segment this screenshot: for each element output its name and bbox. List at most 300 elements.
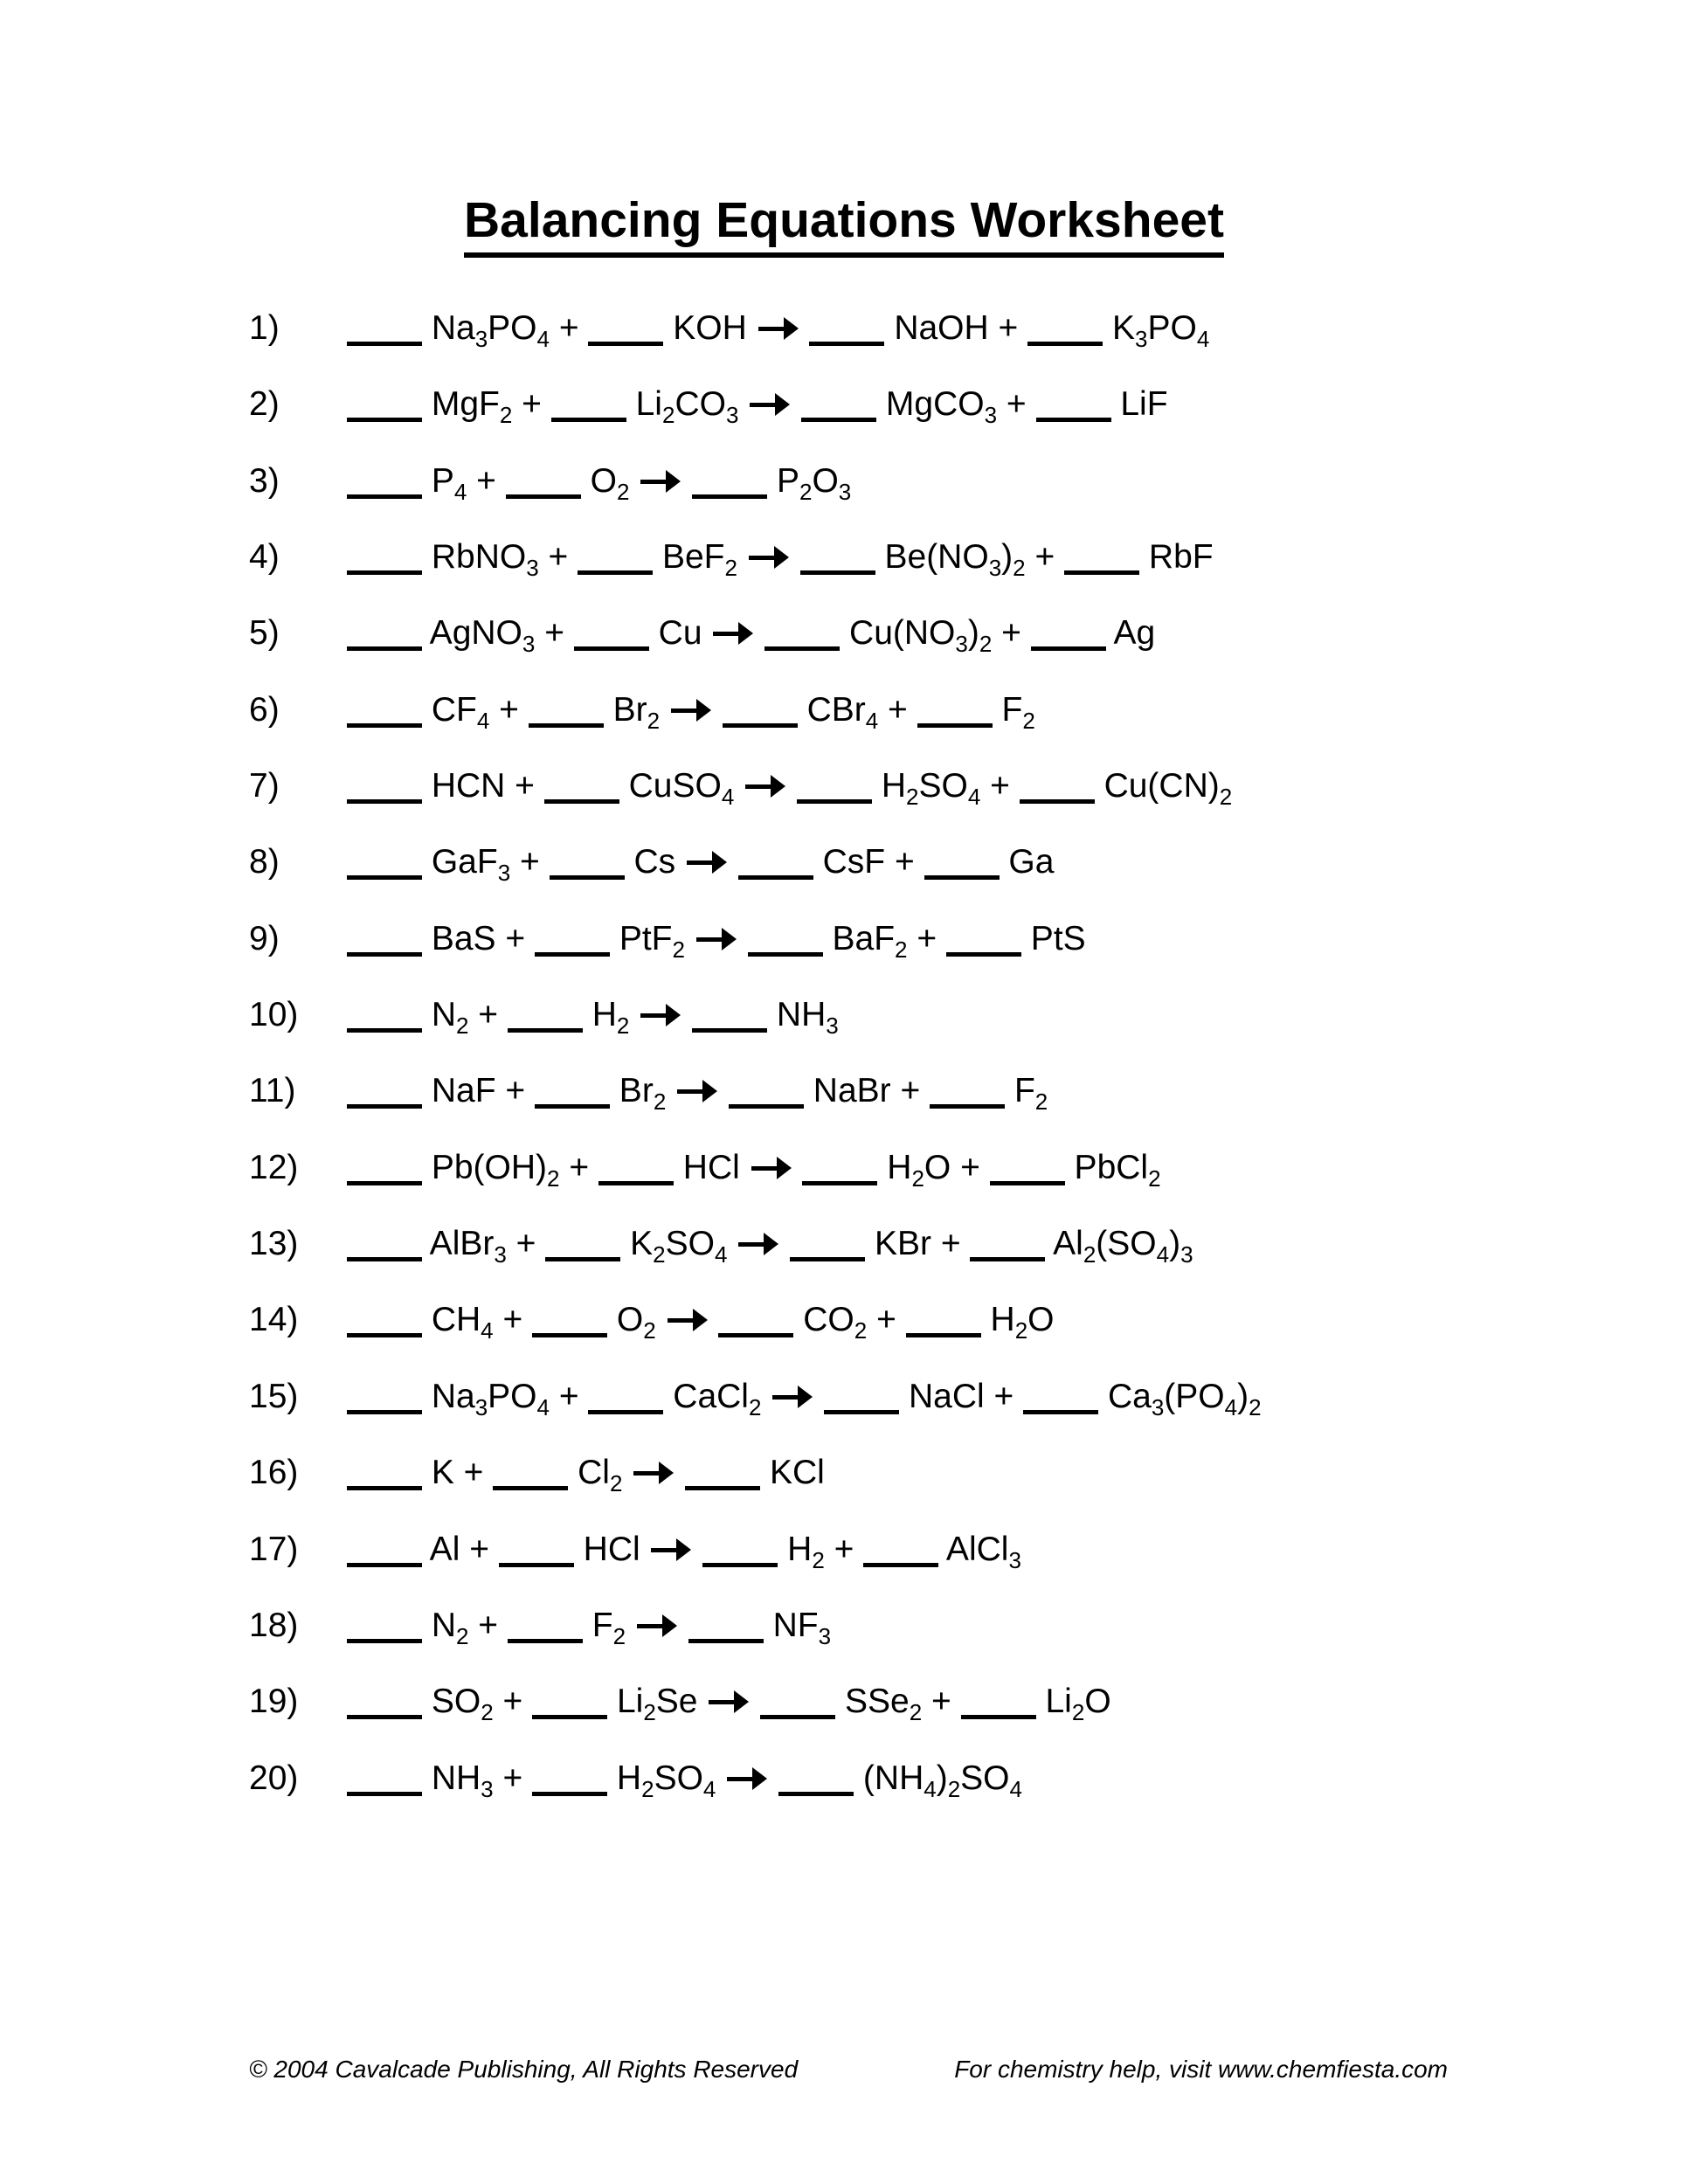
formula-subscript: 3 [474,1393,488,1420]
coefficient-blank[interactable] [347,1028,422,1033]
formula-subscript: 2 [616,478,630,505]
formula-text [734,767,744,805]
coefficient-blank[interactable] [692,494,767,499]
formula-text: NaOH + [884,309,1028,347]
formula-text: SO [665,1225,715,1263]
formula-text [792,385,801,423]
formula-text [682,996,692,1033]
formula-text: Ag [1105,614,1156,653]
formula-text: KOH [663,309,757,347]
coefficient-blank[interactable] [1020,799,1095,804]
coefficient-blank[interactable] [551,418,626,422]
formula-text: CsF + [813,843,924,881]
formula-subscript: 2 [653,1089,667,1116]
coefficient-blank[interactable] [347,418,422,422]
equation-body [347,1282,1055,1358]
coefficient-blank[interactable] [970,1257,1045,1261]
coefficient-blank[interactable] [499,1563,574,1567]
formula-text: PtF [610,919,673,957]
coefficient-blank[interactable] [347,723,422,728]
formula-text [755,614,764,652]
formula-subscript: 3 [988,555,1002,582]
formula-text: O [1084,1683,1111,1721]
coefficient-blank[interactable] [347,1715,422,1719]
coefficient-blank[interactable] [574,646,649,651]
formula-text: + [992,614,1031,653]
arrow-icon [749,546,789,569]
formula-text: CO [675,385,726,424]
formula-subscript: 2 [854,1317,868,1344]
equation-row [249,1434,1636,1510]
formula-subscript: 2 [653,1241,666,1268]
coefficient-blank[interactable] [532,1715,607,1719]
coefficient-blank[interactable] [801,418,876,422]
formula-text: Pb(OH) [422,1148,548,1186]
formula-text: Se [655,1683,708,1721]
formula-subscript: 4 [476,707,490,734]
formula-text: + [824,1530,864,1568]
formula-text: K + [422,1454,494,1492]
coefficient-blank[interactable] [1064,570,1139,575]
coefficient-blank[interactable] [532,1333,607,1337]
equation-row [249,901,1636,977]
formula-text: CuSO [619,767,722,805]
coefficient-blank[interactable] [946,952,1021,957]
formula-text [685,920,695,957]
coefficient-blank[interactable] [930,1104,1005,1109]
formula-text: Li [626,385,662,424]
formula-subscript: 2 [499,402,513,429]
formula-text [693,1531,702,1568]
coefficient-blank[interactable] [692,1028,767,1033]
equation-body [347,1511,1021,1587]
coefficient-blank[interactable] [688,1639,764,1643]
formula-text: PO [488,1377,537,1415]
formula-text: CF [422,690,477,729]
coefficient-blank[interactable] [347,1181,422,1185]
coefficient-blank[interactable] [961,1715,1036,1719]
formula-text: GaF [422,843,498,881]
formula-text [666,1072,675,1109]
formula-text [656,1301,666,1338]
formula-text: NH [422,1759,481,1797]
formula-subscript: 2 [724,555,737,582]
formula-subscript: 2 [1219,784,1233,811]
equation-body [347,748,1232,824]
coefficient-blank[interactable] [508,1639,583,1643]
formula-subscript: 3 [826,1013,839,1040]
formula-subscript: 2 [1249,1393,1262,1420]
formula-text: HCl [673,1148,750,1186]
coefficient-blank[interactable] [809,342,884,346]
coefficient-blank[interactable] [702,1563,778,1567]
formula-text: CO [793,1301,854,1339]
formula-text: HCN + [422,767,544,805]
formula-text: K [620,1225,654,1263]
coefficient-blank[interactable] [508,1028,583,1033]
formula-text: + [1025,538,1065,577]
formula-text [729,843,738,881]
formula-subscript: 2 [812,1546,825,1573]
formula-text: PO [1147,309,1197,347]
coefficient-blank[interactable] [1036,418,1111,422]
equation-number: 10) [249,996,299,1034]
coefficient-blank[interactable] [347,799,422,804]
formula-text: LiF [1110,385,1168,424]
formula-text: KCl [760,1454,825,1492]
formula-subscript: 2 [612,1622,626,1649]
formula-text: + [493,1301,533,1339]
coefficient-blank[interactable] [1031,646,1106,651]
equation-row [249,1663,1636,1739]
formula-subscript: 2 [456,1622,469,1649]
formula-text [709,1301,719,1338]
coefficient-blank[interactable] [778,1792,854,1796]
formula-text [626,1607,635,1644]
equation-list [249,290,1636,1816]
arrow-icon [640,470,681,493]
coefficient-blank[interactable] [578,570,653,575]
formula-text: H [980,1301,1015,1339]
equation-number: 4) [249,538,280,577]
formula-subscript: 3 [522,631,536,658]
formula-text: SSe [835,1683,910,1721]
formula-text: MgCO [876,385,985,424]
coefficient-blank[interactable] [797,799,872,804]
coefficient-blank[interactable] [550,875,625,880]
coefficient-blank[interactable] [347,875,422,880]
formula-text: CH [422,1301,481,1339]
formula-subscript: 4 [865,707,879,734]
formula-text: K [1103,309,1135,347]
formula-text: NH [767,996,827,1034]
formula-text: ) [936,1759,948,1797]
coefficient-blank[interactable] [685,1486,760,1490]
coefficient-blank[interactable] [347,570,422,575]
formula-text [800,309,810,347]
formula-text: NaCl + [899,1377,1024,1415]
equation-number: 6) [249,690,280,729]
formula-subscript: 2 [1022,707,1035,734]
formula-text: Cl [568,1454,610,1492]
equation-body [347,824,1054,900]
formula-subscript: 2 [905,784,919,811]
formula-text: Cu [648,614,712,653]
formula-text: AlBr [422,1225,495,1263]
coefficient-blank[interactable] [529,723,604,728]
formula-subscript: 4 [1009,1775,1022,1802]
formula-text: Cu(CN) [1094,767,1220,805]
coefficient-blank[interactable] [347,1792,422,1796]
formula-subscript: 2 [661,402,675,429]
formula-text [629,996,639,1033]
formula-subscript: 2 [647,707,661,734]
formula-text [679,1607,688,1644]
equation-number: 14) [249,1301,299,1339]
equation-body [347,1053,1048,1129]
formula-text: CBr [797,690,866,729]
formula-subscript: 2 [641,1775,654,1802]
coefficient-blank[interactable] [347,1639,422,1643]
formula-subscript: 2 [547,1165,560,1192]
equation-body [347,1740,1022,1816]
formula-text: (PO [1164,1377,1225,1415]
coefficient-blank[interactable] [1027,342,1103,346]
formula-text: SO [960,1759,1010,1797]
formula-text: O [607,1301,644,1339]
equation-row [249,290,1636,366]
coefficient-blank[interactable] [718,1333,793,1337]
formula-text: H [871,767,906,805]
help-text: For chemistry help, visit www.chemfiesta.com [954,2056,1448,2083]
equation-body [347,1206,1193,1282]
coefficient-blank[interactable] [493,1486,568,1490]
formula-subscript: 2 [609,1470,623,1497]
arrow-icon [713,622,753,645]
formula-subscript: 3 [1180,1241,1193,1268]
formula-subscript: 3 [474,326,488,352]
formula-text: H [582,996,617,1034]
arrow-icon [677,1080,717,1102]
formula-text [751,1683,760,1720]
formula-text: + [550,309,589,347]
coefficient-blank[interactable] [723,723,798,728]
formula-text: BaF [822,919,896,957]
formula-subscript: 3 [984,402,998,429]
coefficient-blank[interactable] [924,875,1000,880]
formula-text [738,920,748,957]
formula-text: + [468,1606,508,1644]
formula-subscript: 3 [838,478,852,505]
formula-text: F [1005,1072,1035,1110]
arrow-icon [668,1309,708,1331]
formula-text: + [922,1683,961,1721]
coefficient-blank[interactable] [1023,1410,1098,1414]
coefficient-blank[interactable] [824,1410,899,1414]
coefficient-blank[interactable] [588,342,663,346]
equation-body [347,901,1086,977]
coefficient-blank[interactable] [347,494,422,499]
coefficient-blank[interactable] [347,1486,422,1490]
coefficient-blank[interactable] [535,952,610,957]
equation-row [249,1053,1636,1129]
formula-text: + [535,614,574,653]
formula-text: + [493,1759,533,1797]
formula-subscript: 3 [1008,1546,1021,1573]
formula-text [793,1149,803,1186]
coefficient-blank[interactable] [790,1257,865,1261]
formula-subscript: 4 [967,784,981,811]
formula-text: AgNO [422,614,522,653]
page-title [0,192,1688,258]
formula-text [727,1225,737,1262]
coefficient-blank[interactable] [347,1257,422,1261]
formula-text: + [468,996,508,1034]
formula-subscript: 2 [1148,1165,1161,1192]
coefficient-blank[interactable] [544,799,619,804]
formula-text: Al + [422,1530,499,1568]
equation-body [347,672,1035,748]
arrow-icon [687,851,727,874]
formula-subscript: 4 [481,1317,494,1344]
formula-text: Ga [999,843,1055,881]
equation-number: 13) [249,1225,299,1263]
formula-text: BeF [653,538,725,577]
formula-text [682,462,692,500]
formula-text: H [607,1759,642,1797]
formula-subscript: 4 [536,326,550,352]
equation-row [249,824,1636,900]
formula-text: O [580,461,617,500]
equation-number: 11) [249,1072,296,1110]
coefficient-blank[interactable] [588,1410,663,1414]
equation-body [347,1358,1262,1434]
formula-text: O [812,461,839,500]
formula-text: NF [763,1606,819,1644]
formula-subscript: 2 [1083,1241,1097,1268]
formula-text [629,462,639,500]
equation-body [347,1663,1111,1739]
formula-text: + [550,1377,589,1415]
formula-subscript: 2 [947,1775,961,1802]
formula-subscript: 4 [1224,1393,1238,1420]
coefficient-blank[interactable] [347,1333,422,1337]
equation-row [249,977,1636,1053]
arrow-icon [651,1538,691,1561]
coefficient-blank[interactable] [760,1715,835,1719]
arrow-icon [751,1157,792,1179]
formula-subscript: 2 [1071,1699,1085,1726]
equation-row [249,1511,1636,1587]
formula-text: + [512,385,551,424]
formula-subscript: 2 [799,478,813,505]
coefficient-blank[interactable] [906,1333,981,1337]
formula-text: Br [609,1072,654,1110]
formula-text: F [992,690,1023,729]
formula-text: + [538,538,578,577]
coefficient-blank[interactable] [347,342,422,346]
equation-body [347,595,1155,671]
arrow-icon [633,1462,674,1484]
formula-text: (NH [854,1759,924,1797]
equation-body [347,366,1168,442]
equation-number: 15) [249,1377,299,1415]
formula-text [780,1225,790,1262]
coefficient-blank[interactable] [545,1257,620,1261]
coefficient-blank[interactable] [598,1181,674,1185]
copyright-text: © 2004 Cavalcade Publishing, All Rights Reserved [249,2056,799,2083]
coefficient-blank[interactable] [506,494,581,499]
formula-text: + [467,461,506,500]
coefficient-blank[interactable] [535,1104,610,1109]
coefficient-blank[interactable] [802,1181,877,1185]
formula-subscript: 3 [497,860,511,887]
equation-row [249,672,1636,748]
equation-number: 5) [249,614,280,653]
equation-row [249,1130,1636,1206]
coefficient-blank[interactable] [990,1181,1065,1185]
formula-text: PbCl [1064,1148,1149,1186]
formula-text: Li [607,1683,644,1721]
formula-text [769,1759,778,1797]
formula-text: CaCl [663,1377,749,1415]
arrow-icon [738,1233,778,1255]
coefficient-blank[interactable] [347,1410,422,1414]
coefficient-blank[interactable] [863,1563,938,1567]
coefficient-blank[interactable] [917,723,993,728]
page-title-text: Balancing Equations Worksheet [464,192,1224,258]
equation-number: 19) [249,1683,299,1721]
formula-subscript: 2 [979,631,993,658]
formula-text: + [506,1225,546,1263]
equation-row [249,1358,1636,1434]
formula-text [737,538,747,576]
formula-subscript: 2 [643,1699,656,1726]
formula-text: + [980,767,1020,805]
formula-text: RbF [1139,538,1214,577]
formula-text: PO [488,309,537,347]
coefficient-blank[interactable] [347,1104,422,1109]
formula-text: F [582,1606,613,1644]
coefficient-blank[interactable] [347,952,422,957]
equation-row [249,748,1636,824]
formula-text: N [422,1606,456,1644]
formula-text: HCl [573,1530,650,1568]
formula-subscript: 3 [1151,1393,1165,1420]
formula-text: + [489,690,529,729]
equation-number: 2) [249,385,280,424]
coefficient-blank[interactable] [532,1792,607,1796]
formula-subscript: 2 [911,1165,924,1192]
arrow-icon [640,1004,681,1026]
formula-text: + [867,1301,906,1339]
formula-text: Be(NO [875,538,989,577]
formula-text: H [877,1148,912,1186]
formula-text: + [907,919,946,957]
coefficient-blank[interactable] [738,875,813,880]
equation-row [249,1282,1636,1358]
formula-text: MgF [422,385,500,424]
equation-row [249,1587,1636,1663]
formula-text: RbNO [422,538,527,577]
coefficient-blank[interactable] [347,646,422,651]
formula-subscript: 2 [895,936,908,963]
coefficient-blank[interactable] [748,952,823,957]
coefficient-blank[interactable] [729,1104,804,1109]
formula-subscript: 2 [1034,1089,1048,1116]
coefficient-blank[interactable] [347,1563,422,1567]
coefficient-blank[interactable] [800,570,875,575]
formula-text: SO [918,767,968,805]
equation-body [347,443,851,519]
formula-text: ) [967,614,979,653]
arrow-icon [750,393,790,416]
formula-text [738,385,748,423]
formula-text: P [767,461,799,500]
formula-text: + [997,385,1036,424]
formula-text: Li [1035,1683,1072,1721]
formula-subscript: 2 [1014,1317,1028,1344]
formula-subscript: 2 [909,1699,923,1726]
coefficient-blank[interactable] [764,646,840,651]
equation-row [249,1206,1636,1282]
formula-text: O [1027,1301,1055,1339]
formula-subscript: 3 [725,402,739,429]
formula-subscript: 2 [456,1013,469,1040]
equation-row [249,595,1636,671]
formula-text: + [559,1148,598,1186]
formula-text: SO [422,1683,481,1721]
